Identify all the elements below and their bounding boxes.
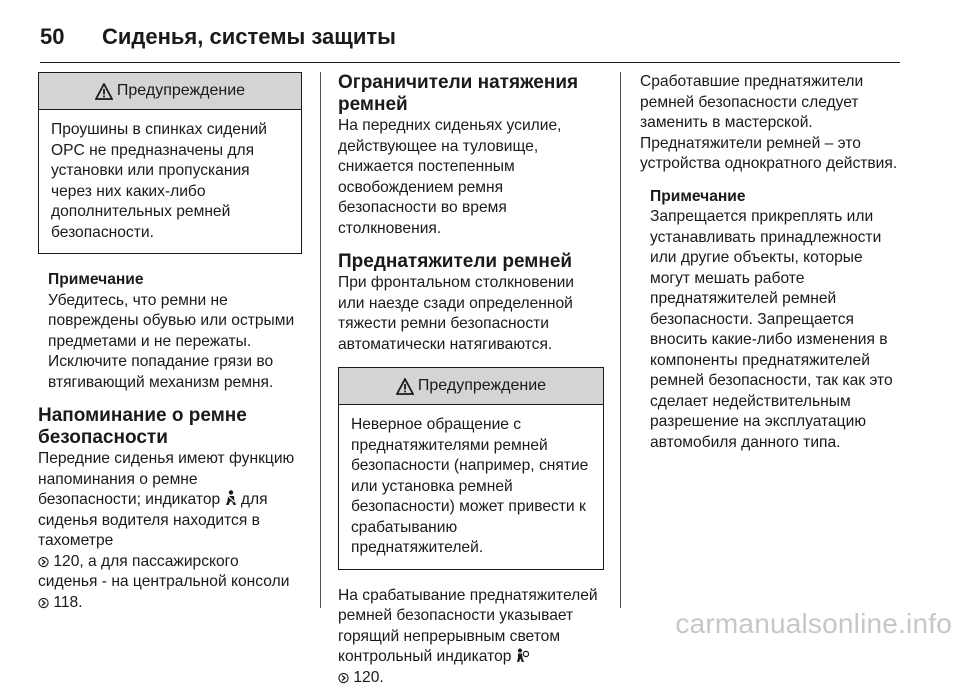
page-reference-arrow-icon bbox=[38, 597, 49, 609]
warning-triangle-icon bbox=[95, 83, 113, 100]
note-label: Примечание bbox=[48, 271, 144, 288]
section-text: На срабатывание преднатяжителей ремней безопасности указывает горящий непрерывным светом контрольный индикатор 120. bbox=[338, 586, 598, 686]
warning-label: Предупреждение bbox=[417, 376, 547, 394]
page-number: 50 bbox=[40, 24, 65, 49]
warning-text: Неверное обращение с преднатяжителями ремней безопасности (например, снятие или установка ремней безопасности) может привести к срабатыванию преднатяжителей. bbox=[351, 416, 589, 556]
column-divider bbox=[320, 72, 321, 608]
warning-text: Проушины в спинках сидений OPC не предназначены для установки или пропускания через них каких-либо дополнительных ремней безопасности. bbox=[51, 121, 268, 241]
column-divider bbox=[620, 72, 621, 608]
section-heading: Напоминание о ремне безопасности bbox=[38, 405, 247, 448]
page-reference[interactable]: 120 bbox=[53, 552, 80, 570]
warning-label: Предупреждение bbox=[116, 81, 246, 99]
page-reference-arrow-icon bbox=[338, 672, 349, 684]
page-reference[interactable]: 120 bbox=[353, 668, 380, 686]
section-text: Сработавшие преднатяжители ремней безопасности следует заменить в мастерской. Преднатяжители ремней – это устройства однократного действия. bbox=[640, 73, 898, 172]
note-label: Примечание bbox=[650, 187, 746, 205]
page-title: Сиденья, системы защиты bbox=[102, 24, 396, 49]
warning-header bbox=[339, 368, 603, 405]
column-1 bbox=[38, 72, 302, 625]
note-block bbox=[640, 187, 906, 454]
seatbelt-reminder-icon bbox=[225, 490, 237, 506]
section-heading: Ограничители натяжения ремней bbox=[338, 72, 579, 115]
section-text: При фронтальном столкновении или наезде сзади определенной тяжести ремни безопасности автоматически натягиваются. bbox=[338, 274, 575, 353]
note-text: Запрещается прикреплять или устанавливать принадлежности или другие объекты, которые могут мешать работе преднатяжителей ремней безопасности. Запрещается вносить какие-либо изменения в компоненты преднатяжителей ремней безопасности, так как это сделает недействительным разрешение на эксплуатацию автомобиля данного типа. bbox=[650, 208, 893, 451]
column-2 bbox=[338, 72, 604, 700]
warning-header bbox=[39, 73, 301, 110]
page-header bbox=[40, 14, 900, 60]
airbag-indicator-icon bbox=[516, 648, 529, 663]
section-heading: Преднатяжители ремней bbox=[338, 251, 573, 272]
page-reference[interactable]: 118 bbox=[53, 593, 79, 611]
warning-box bbox=[38, 72, 302, 254]
column-3 bbox=[640, 72, 906, 465]
note-block bbox=[38, 270, 302, 393]
header-divider bbox=[40, 62, 900, 63]
watermark: carmanualsonline.info bbox=[675, 608, 952, 639]
section-text: Передние сиденья имеют функцию напоминания о ремне безопасности; индикатор для сиденья водителя находится в тахометре 120, а для пассажирского сиденья - на центральной консоли 118. bbox=[38, 450, 295, 611]
warning-box bbox=[338, 367, 604, 570]
section-text: На передних сиденьях усилие, действующее на туловище, снижается постепенным освобождением ремня безопасности во время столкновения. bbox=[338, 117, 562, 237]
warning-triangle-icon bbox=[396, 378, 414, 395]
page-reference-arrow-icon bbox=[38, 556, 49, 568]
note-text: Убедитесь, что ремни не повреждены обувью или острыми предметами и не пережаты. Исключите попадание грязи во втягивающий механизм ремня. bbox=[48, 291, 295, 391]
